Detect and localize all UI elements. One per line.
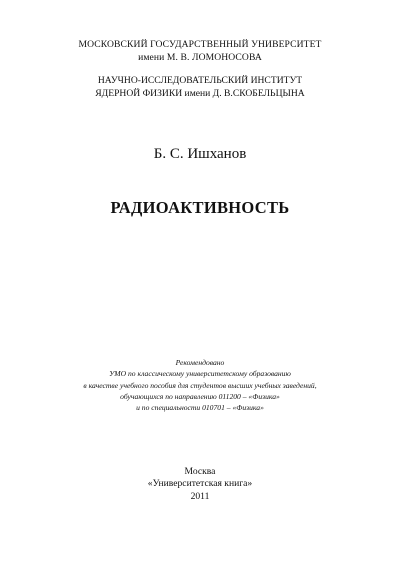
recommendation-block xyxy=(0,357,400,413)
publisher-block xyxy=(0,466,400,503)
author-name: Б. С. Ишханов xyxy=(153,146,247,162)
recommendation-line: Рекомендовано xyxy=(175,358,225,367)
publisher-city: Москва xyxy=(184,466,216,477)
university-name: МОСКОВСКИЙ ГОСУДАРСТВЕННЫЙ УНИВЕРСИТЕТ xyxy=(78,39,322,50)
book-title: РАДИОАКТИВНОСТЬ xyxy=(110,198,290,217)
recommendation-line: обучающихся по направлению 011200 – «Физика» xyxy=(120,391,280,401)
publication-year: 2011 xyxy=(190,490,210,502)
institute-name: НАУЧНО-ИССЛЕДОВАТЕЛЬСКИЙ ИНСТИТУТ xyxy=(97,75,303,86)
institute-header xyxy=(0,74,400,100)
university-named-after: имени М. В. ЛОМОНОСОВА xyxy=(138,52,262,63)
recommendation-line: в качестве учебного пособия для студентов высших учебных заведений, xyxy=(83,380,317,390)
institute-named-after: ЯДЕРНОЙ ФИЗИКИ имени Д. В.СКОБЕЛЬЦЫНА xyxy=(95,88,305,99)
publisher-name: «Университетская книга» xyxy=(147,478,253,490)
recommendation-line: УМО по классическому университетскому образованию xyxy=(109,369,291,379)
recommendation-line: и по специальности 010701 – «Физика» xyxy=(136,403,264,413)
university-header xyxy=(0,38,400,64)
